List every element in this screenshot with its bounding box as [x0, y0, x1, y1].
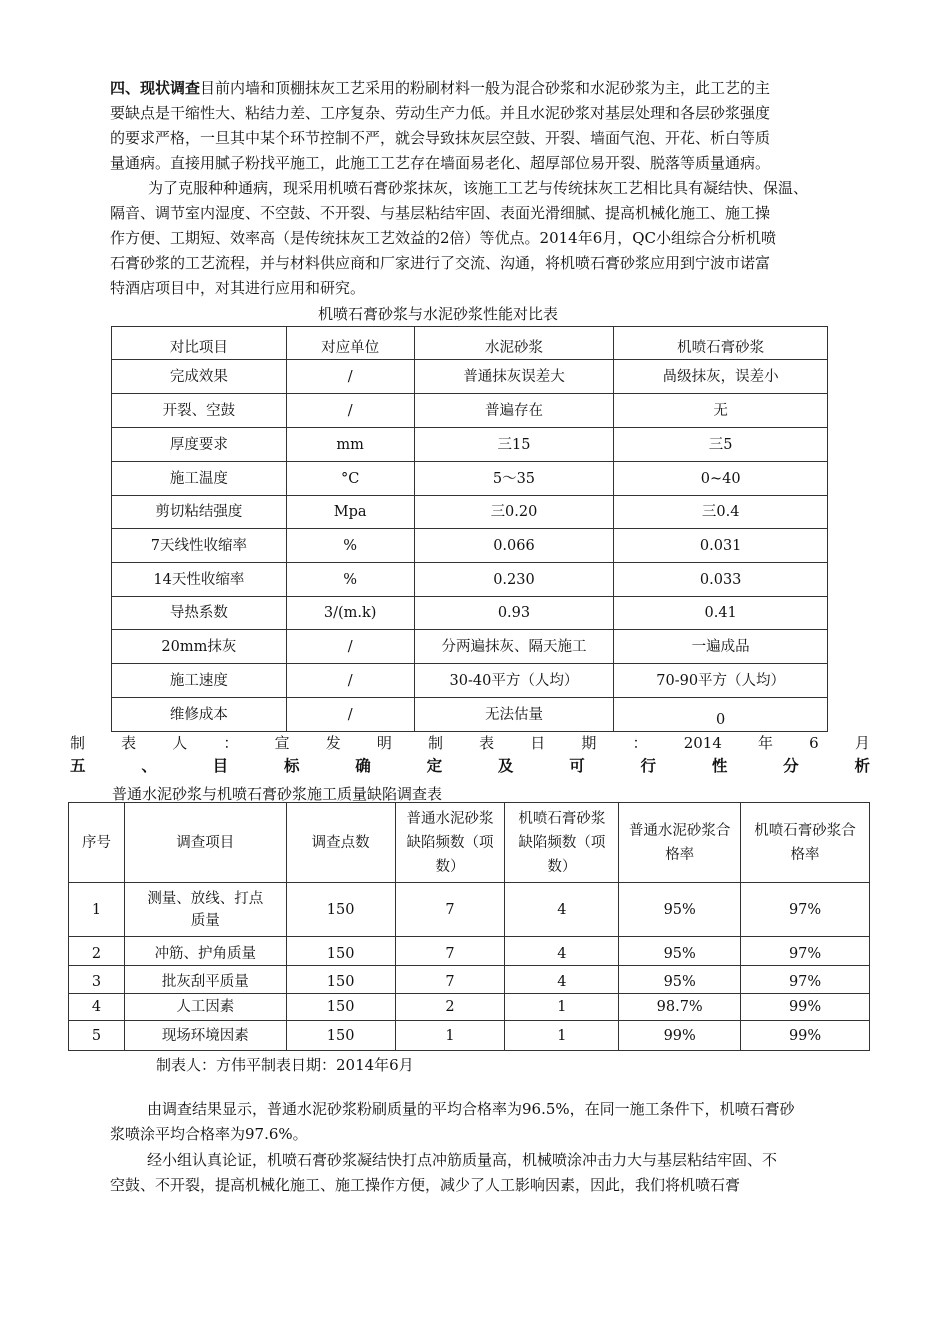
- table-cell: 0.033: [614, 563, 828, 597]
- table-cell: 批灰刮平质量: [124, 966, 286, 994]
- table-cell: 厚度要求: [112, 428, 287, 462]
- table-row: [69, 937, 870, 966]
- table-cell: 0~40: [614, 462, 828, 496]
- table-cell: 97%: [741, 883, 870, 937]
- footer-char: 期: [581, 734, 597, 752]
- footer-char: 月: [854, 734, 870, 752]
- table-cell: /: [286, 630, 414, 664]
- table1-footer: [70, 733, 870, 753]
- table-cell: 0: [614, 698, 828, 732]
- text-line: 量通病。直接用腻子粉找平施工，此施工工艺存在墙面易老化、超厚部位易开裂、脱落等质量通病。: [110, 154, 771, 172]
- table-cell: 施工温度: [112, 462, 287, 496]
- header-cell: 普通水泥砂浆合格率: [619, 803, 741, 883]
- table-cell: 150: [286, 937, 395, 966]
- text-line: 由调查结果显示，普通水泥砂浆粉刷质量的平均合格率为96.5%，在同一施工条件下，机喷石膏砂: [147, 1100, 795, 1118]
- conclusion-paragraph-1: [110, 1097, 890, 1147]
- table-cell: 150: [286, 883, 395, 937]
- heading-char: 标: [283, 756, 300, 775]
- table-cell: 开裂、空鼓: [112, 394, 287, 428]
- table-cell: 普遍存在: [414, 394, 614, 428]
- table-cell: 无: [614, 394, 828, 428]
- table-row: [112, 428, 828, 462]
- table1-title: 机喷石膏砂浆与水泥砂浆性能对比表: [318, 305, 559, 323]
- table-row: [112, 394, 828, 428]
- table-cell: 0.41: [614, 597, 828, 630]
- table-cell: 1: [69, 883, 125, 937]
- footer-char: 表: [121, 734, 137, 752]
- comparison-table: [111, 326, 828, 732]
- header-cell: 调查项目: [124, 803, 286, 883]
- table-cell: 咼级抹灰，误差小: [614, 360, 828, 394]
- table-cell: 150: [286, 994, 395, 1021]
- table-row: [112, 664, 828, 698]
- footer-char: 表: [479, 734, 495, 752]
- footer-char: 明: [376, 734, 392, 752]
- text-line: 空鼓、不开裂，提高机械化施工、施工操作方便，减少了人工影响因素，因此，我们将机喷石膏: [110, 1176, 741, 1194]
- footer-char: ：: [632, 734, 648, 752]
- table-cell: 维修成本: [112, 698, 287, 732]
- table-cell: 7: [395, 966, 505, 994]
- footer-char: 制: [427, 734, 443, 752]
- heading-char: 五: [70, 756, 86, 775]
- table-cell: /: [286, 360, 414, 394]
- text-line: 经小组认真论证，机喷石膏砂浆凝结快打点冲筋质量高，机械喷涂冲击力大与基层粘结牢固、不: [147, 1151, 778, 1169]
- table-cell: 2: [69, 937, 125, 966]
- header-cell: 对比项目: [112, 327, 287, 360]
- table-cell: 95%: [619, 883, 741, 937]
- table-cell: 无法估量: [414, 698, 614, 732]
- table-cell: 30-40平方（人均）: [414, 664, 614, 698]
- header-cell: 机喷石膏砂浆缺陷频数（项数）: [505, 803, 619, 883]
- table-row: [69, 966, 870, 994]
- footer-char: 人: [172, 734, 188, 752]
- footer-char: 6: [809, 734, 819, 752]
- footer-char: 2014: [683, 734, 722, 752]
- table-cell: 0.031: [614, 529, 828, 563]
- defect-survey-table: [68, 802, 870, 1051]
- table-cell: 7天线性收缩率: [112, 529, 287, 563]
- section4-paragraph: [110, 76, 870, 176]
- table-cell: 一遍成品: [614, 630, 828, 664]
- text-line: 作方便、工期短、效率高（是传统抹灰工艺效益的2倍）等优点。2014年6月，QC小组综合分析机喷: [110, 229, 777, 247]
- text-line: 要缺点是干缩性大、粘结力差、工序复杂、劳动生产力低。并且水泥砂浆对基层处理和各层砂浆强度: [110, 104, 771, 122]
- header-cell: 水泥砂浆: [414, 327, 614, 360]
- table-row: [112, 496, 828, 529]
- heading-char: 可: [569, 756, 585, 775]
- table-cell: 导热系数: [112, 597, 287, 630]
- table-cell: 99%: [741, 994, 870, 1021]
- table-cell: 三0.4: [614, 496, 828, 529]
- table-cell: 冲筋、护角质量: [124, 937, 286, 966]
- text-line: 为了克服种种通病，现采用机喷石膏砂浆抹灰，该施工工艺与传统抹灰工艺相比具有凝结快、保温、: [148, 179, 809, 197]
- text-line: 特酒店项目中，对其进行应用和研究。: [110, 279, 366, 297]
- table-cell: 人工因素: [124, 994, 286, 1021]
- section4-paragraph-2: [110, 176, 890, 301]
- header-cell: 普通水泥砂浆缺陷频数（项数）: [395, 803, 505, 883]
- text-line: 石膏砂浆的工艺流程，并与材料供应商和厂家进行了交流、沟通，将机喷石膏砂浆应用到宁波市诺富: [110, 254, 771, 272]
- table-row: [112, 529, 828, 563]
- table-cell: 95%: [619, 966, 741, 994]
- footer-char: 宣: [274, 734, 290, 752]
- table-cell: 剪切粘结强度: [112, 496, 287, 529]
- table-cell: 5: [69, 1021, 125, 1051]
- table-cell: 分两遍抹灰、隔天施工: [414, 630, 614, 664]
- header-cell: 序号: [69, 803, 125, 883]
- header-cell: 机喷石膏砂浆: [614, 327, 828, 360]
- table-cell: 0.230: [414, 563, 614, 597]
- table-cell: 4: [505, 966, 619, 994]
- table-cell: 97%: [741, 937, 870, 966]
- table-cell: 4: [69, 994, 125, 1021]
- table-row: [69, 883, 870, 937]
- header-cell: 调查点数: [286, 803, 395, 883]
- table-cell: 98.7%: [619, 994, 741, 1021]
- table-cell: 完成效果: [112, 360, 287, 394]
- table-cell: 4: [505, 937, 619, 966]
- table-cell: 现场环境因素: [124, 1021, 286, 1051]
- table-cell: 3/(m.k): [286, 597, 414, 630]
- table-row: [112, 630, 828, 664]
- table-cell: %: [286, 529, 414, 563]
- table-cell: 三15: [414, 428, 614, 462]
- table2-footer: 制表人：方伟平制表日期：2014年6月: [156, 1056, 414, 1074]
- table-row: [112, 698, 828, 732]
- heading-char: 析: [854, 756, 870, 775]
- table-row: [112, 563, 828, 597]
- footer-char: 发: [325, 734, 341, 752]
- footer-char: 制: [70, 734, 86, 752]
- heading-char: 定: [426, 756, 443, 775]
- table-cell: 99%: [741, 1021, 870, 1051]
- table-cell: 2: [395, 994, 505, 1021]
- table-cell: 测量、放线、打点质量: [124, 883, 286, 937]
- table-cell: 14天性收缩率: [112, 563, 287, 597]
- table-cell: 4: [505, 883, 619, 937]
- table-cell: 1: [395, 1021, 505, 1051]
- table-row: [112, 462, 828, 496]
- table-row: [112, 360, 828, 394]
- table-cell: 7: [395, 937, 505, 966]
- heading-char: 性: [711, 756, 728, 775]
- table-cell: 三5: [614, 428, 828, 462]
- table-cell: 70-90平方（人均）: [614, 664, 828, 698]
- table-cell: 1: [505, 994, 619, 1021]
- footer-char: ：: [223, 734, 239, 752]
- footer-char: 年: [758, 734, 774, 752]
- table-cell: 97%: [741, 966, 870, 994]
- heading-char: 行: [640, 756, 657, 775]
- table-cell: 0.93: [414, 597, 614, 630]
- table-row: [69, 994, 870, 1021]
- table-cell: 3: [69, 966, 125, 994]
- heading-char: 及: [497, 756, 514, 775]
- table-cell: 20mm抹灰: [112, 630, 287, 664]
- text-line: 浆喷涂平均合格率为97.6%。: [110, 1125, 308, 1143]
- table-cell: mm: [286, 428, 414, 462]
- text-line: 目前内墙和顶棚抹灰工艺采用的粉刷材料一般为混合砂浆和水泥砂浆为主，此工艺的主: [200, 79, 771, 97]
- table2-title: 普通水泥砂浆与机喷石膏砂浆施工质量缺陷调查表: [112, 785, 443, 803]
- table-cell: %: [286, 563, 414, 597]
- table-cell: 7: [395, 883, 505, 937]
- heading-char: 、: [141, 756, 157, 775]
- table-cell: 150: [286, 966, 395, 994]
- table-cell: 普通抹灰误差大: [414, 360, 614, 394]
- header-cell: 机喷石膏砂浆合格率: [741, 803, 870, 883]
- footer-char: 日: [530, 734, 546, 752]
- table-cell: Mpa: [286, 496, 414, 529]
- table-cell: 施工速度: [112, 664, 287, 698]
- table-cell: /: [286, 664, 414, 698]
- table-cell: 5〜35: [414, 462, 614, 496]
- heading-char: 分: [783, 756, 799, 775]
- table-cell: /: [286, 698, 414, 732]
- table-cell: °C: [286, 462, 414, 496]
- table-header-row: [69, 803, 870, 883]
- table-cell: 三0.20: [414, 496, 614, 529]
- table-row: [112, 597, 828, 630]
- table-cell: 95%: [619, 937, 741, 966]
- table-cell: 99%: [619, 1021, 741, 1051]
- table-row: [69, 1021, 870, 1051]
- header-cell: 对应单位: [286, 327, 414, 360]
- section5-heading: [70, 756, 870, 776]
- conclusion-paragraph-2: [110, 1148, 890, 1198]
- section4-heading: 四、现状调查: [110, 79, 201, 97]
- table-header-row: [112, 327, 828, 360]
- heading-char: 确: [355, 756, 371, 775]
- table-cell: /: [286, 394, 414, 428]
- table-cell: 150: [286, 1021, 395, 1051]
- text-line: 的要求严格，一旦其中某个环节控制不严，就会导致抹灰层空鼓、开裂、墙面气泡、开花、析白等质: [110, 129, 771, 147]
- table-cell: 0.066: [414, 529, 614, 563]
- heading-char: 目: [212, 756, 229, 775]
- table-cell: 1: [505, 1021, 619, 1051]
- text-line: 隔音、调节室内湿度、不空鼓、不开裂、与基层粘结牢固、表面光滑细腻、提高机械化施工、施工操: [110, 204, 771, 222]
